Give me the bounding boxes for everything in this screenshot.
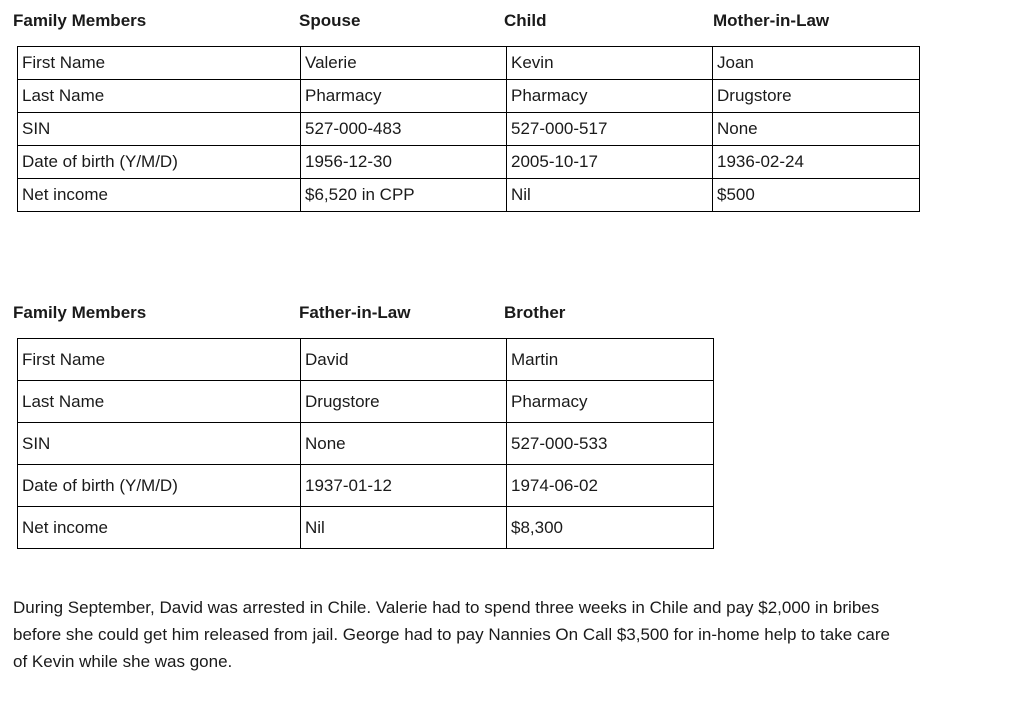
table1-header-family-members: Family Members bbox=[13, 11, 147, 30]
row-label-last-name: Last Name bbox=[18, 381, 301, 423]
table-cell: Valerie bbox=[301, 47, 507, 80]
table-row bbox=[18, 80, 920, 113]
scenario-paragraph bbox=[13, 594, 1025, 675]
table-row bbox=[18, 146, 920, 179]
table-cell: David bbox=[301, 339, 507, 381]
row-label-first-name: First Name bbox=[18, 339, 301, 381]
table1-header-spouse: Spouse bbox=[299, 11, 361, 30]
table-row bbox=[18, 339, 714, 381]
table-row bbox=[18, 179, 920, 212]
table1-header-mother-in-law: Mother-in-Law bbox=[713, 11, 830, 30]
row-label-last-name: Last Name bbox=[18, 80, 301, 113]
paragraph-line: During September, David was arrested in Chile. Valerie had to spend three weeks in Chile and pay $2,000 in bribes bbox=[13, 598, 880, 617]
table-row bbox=[18, 113, 920, 146]
table-cell: Kevin bbox=[507, 47, 713, 80]
table-cell: Drugstore bbox=[713, 80, 920, 113]
table-cell: $6,520 in CPP bbox=[301, 179, 507, 212]
table-cell: Drugstore bbox=[301, 381, 507, 423]
table-cell: 527-000-533 bbox=[507, 423, 714, 465]
table-cell: Nil bbox=[507, 179, 713, 212]
table-cell: 2005-10-17 bbox=[507, 146, 713, 179]
table1-header-child: Child bbox=[504, 11, 547, 30]
row-label-date-of-birth: Date of birth (Y/M/D) bbox=[18, 465, 301, 507]
table-cell: Pharmacy bbox=[301, 80, 507, 113]
table-cell: 1936-02-24 bbox=[713, 146, 920, 179]
table-cell: 1937-01-12 bbox=[301, 465, 507, 507]
table2-header-family-members: Family Members bbox=[13, 303, 147, 322]
table-cell: 527-000-517 bbox=[507, 113, 713, 146]
table-cell: $500 bbox=[713, 179, 920, 212]
paragraph-line: of Kevin while she was gone. bbox=[13, 652, 233, 671]
table-row bbox=[18, 381, 714, 423]
table-cell: None bbox=[301, 423, 507, 465]
table-cell: None bbox=[713, 113, 920, 146]
table-cell: Martin bbox=[507, 339, 714, 381]
table-row bbox=[18, 465, 714, 507]
row-label-first-name: First Name bbox=[18, 47, 301, 80]
row-label-net-income: Net income bbox=[18, 507, 301, 549]
row-label-sin: SIN bbox=[18, 113, 301, 146]
table-cell: $8,300 bbox=[507, 507, 714, 549]
family-members-table-1 bbox=[17, 46, 920, 212]
table-cell: 1956-12-30 bbox=[301, 146, 507, 179]
table-row bbox=[18, 423, 714, 465]
table-cell: 527-000-483 bbox=[301, 113, 507, 146]
table-cell: Nil bbox=[301, 507, 507, 549]
row-label-net-income: Net income bbox=[18, 179, 301, 212]
family-members-table-2 bbox=[17, 338, 714, 549]
row-label-date-of-birth: Date of birth (Y/M/D) bbox=[18, 146, 301, 179]
table2-header-brother: Brother bbox=[504, 303, 566, 322]
table-cell: Pharmacy bbox=[507, 80, 713, 113]
table-cell: Joan bbox=[713, 47, 920, 80]
table-row bbox=[18, 47, 920, 80]
table-cell: Pharmacy bbox=[507, 381, 714, 423]
table-row bbox=[18, 507, 714, 549]
table2-header-father-in-law: Father-in-Law bbox=[299, 303, 411, 322]
paragraph-line: before she could get him released from jail. George had to pay Nannies On Call $3,500 for in-home help to take care bbox=[13, 625, 890, 644]
table-cell: 1974-06-02 bbox=[507, 465, 714, 507]
row-label-sin: SIN bbox=[18, 423, 301, 465]
